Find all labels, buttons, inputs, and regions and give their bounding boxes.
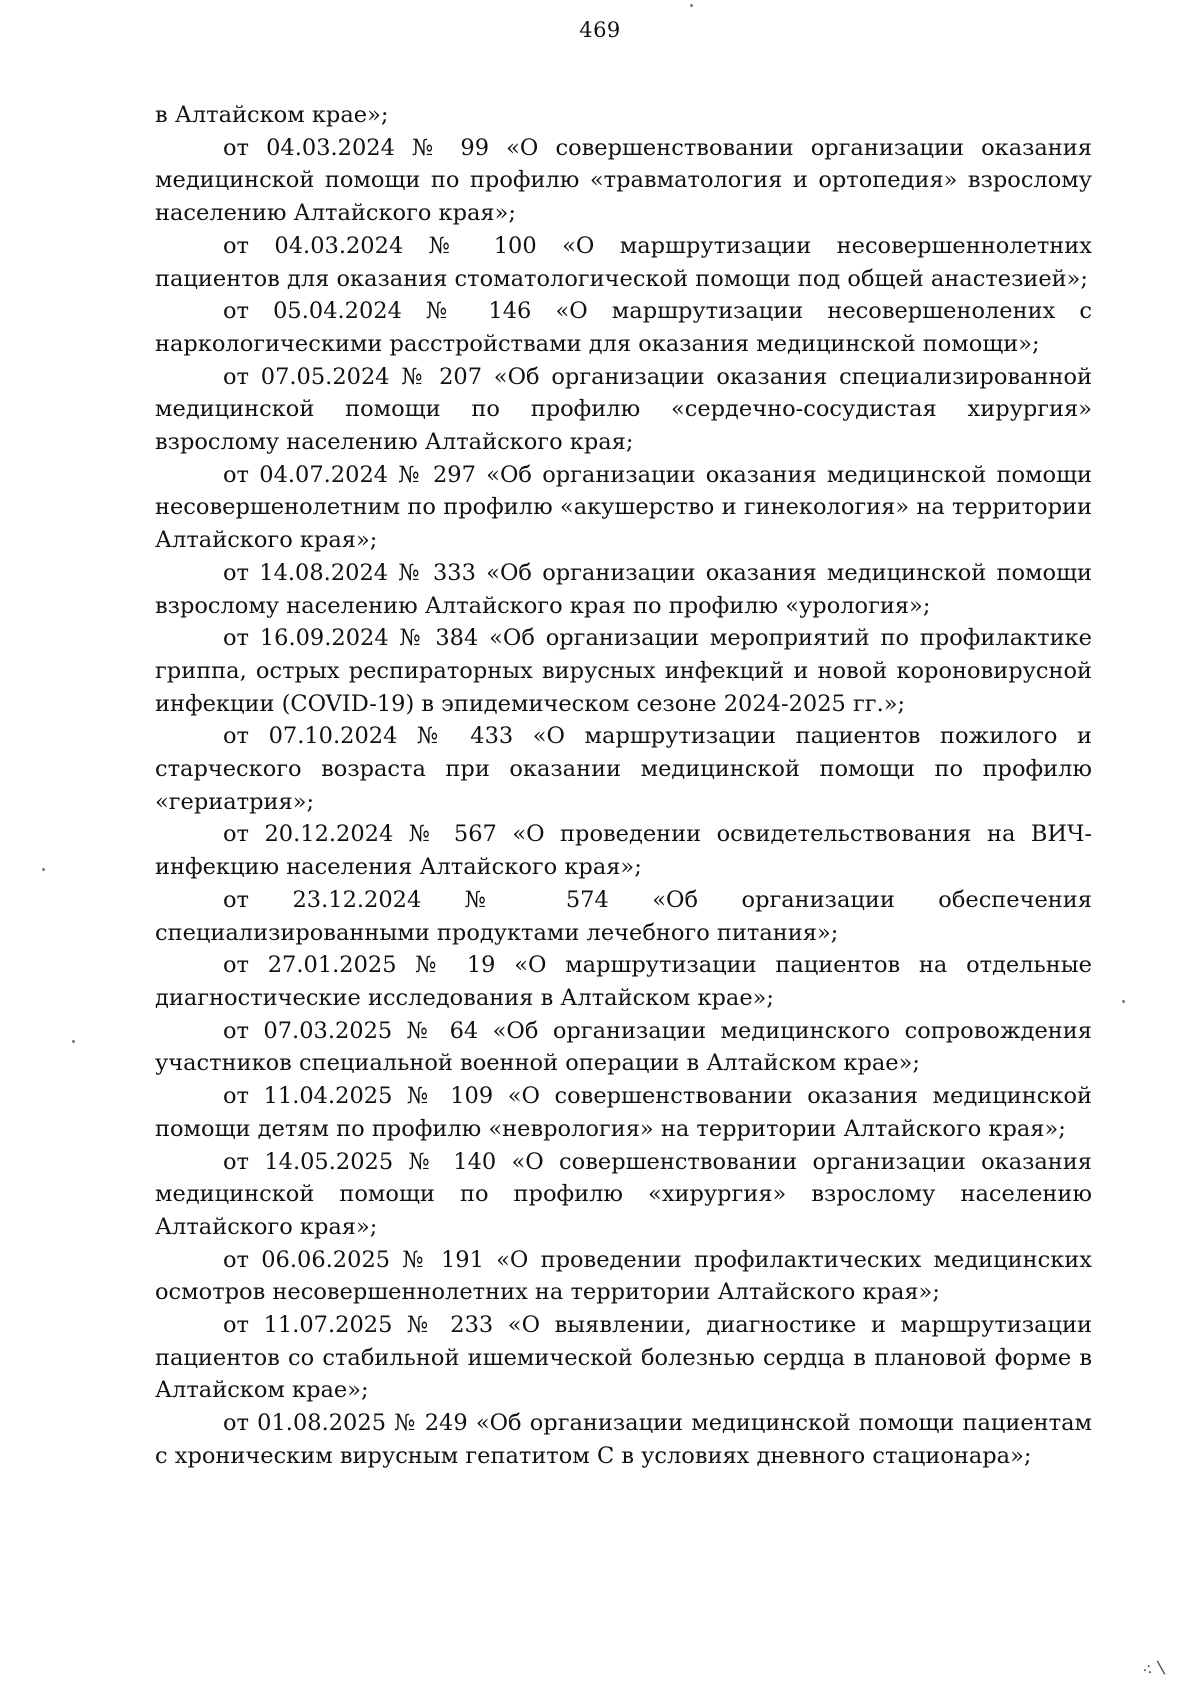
- scan-speck: [72, 1040, 75, 1043]
- paragraph-order-99: от 04.03.2024 № 99 «О совершенствовании организации оказания медицинской помощи по профилю «травматология и ортопедия» взрослому населению Алтайского края»;: [155, 134, 1092, 227]
- scan-speck: [690, 4, 693, 7]
- paragraph-order-207: от 07.05.2024 № 207 «Об организации оказания специализированной медицинской помощи по профилю «сердечно-сосудистая хирургия» взрослому населению Алтайского края;: [155, 363, 1092, 456]
- paragraph-order-100: от 04.03.2024 № 100 «О маршрутизации несовершеннолетних пациентов для оказания стоматологической помощи под общей анастезией»;: [155, 232, 1092, 292]
- paragraph-order-249: от 01.08.2025 № 249 «Об организации медицинской помощи пациентам с хроническим вирусным гепатитом С в условиях дневного стационара»;: [155, 1410, 1092, 1469]
- paragraph-order-384: от 16.09.2024 № 384 «Об организации мероприятий по профилактике гриппа, острых респираторных вирусных инфекций и новой короновирусной инфекции (COVID-19) в эпидемическом сезоне 2024-2025 гг.»;: [155, 625, 1092, 717]
- page-number: 469: [579, 18, 621, 42]
- paragraph-order-109: от 11.04.2025 № 109 «О совершенствовании оказания медицинской помощи детям по профилю «неврология» на территории Алтайского края»;: [155, 1083, 1092, 1142]
- paragraph-order-140: от 14.05.2025 № 140 «О совершенствовании организации оказания медицинской помощи по профилю «хирургия» взрослому населению Алтайского края»;: [155, 1148, 1092, 1240]
- document-body: [155, 99, 1092, 1473]
- paragraph-order-574: от 23.12.2024 № 574 «Об организации обеспечения специализированными продуктами лечебного питания»;: [155, 886, 1092, 946]
- paragraph-order-19: от 27.01.2025 № 19 «О маршрутизации пациентов на отдельные диагностические исследования в Алтайском крае»;: [155, 952, 1092, 1011]
- scan-corner-mark-icon: ⁖ \: [1139, 1656, 1166, 1683]
- scan-speck: [42, 868, 45, 871]
- paragraph-order-297: от 04.07.2024 № 297 «Об организации оказания медицинской помощи несовершенолетним по профилю «акушерство и гинекология» на территории Алтайского края»;: [155, 461, 1092, 554]
- paragraph-order-191: от 06.06.2025 № 191 «О проведении профилактических медицинских осмотров несовершеннолетних на территории Алтайского края»;: [155, 1246, 1092, 1306]
- paragraph-order-146: от 05.04.2024 № 146 «О маршрутизации несовершенолених с наркологическими расстройствами для оказания медицинской помощи»;: [155, 298, 1092, 357]
- paragraph-continuation: в Алтайском крае»;: [155, 102, 389, 128]
- paragraph-order-567: от 20.12.2024 № 567 «О проведении освидетельствования на ВИЧ-инфекцию населения Алтайского края»;: [155, 821, 1092, 881]
- paragraph-order-233: от 11.07.2025 № 233 «О выявлении, диагностике и маршрутизации пациентов со стабильной ишемической болезнью сердца в плановой форме в Алтайском крае»;: [155, 1312, 1092, 1404]
- paragraph-order-333: от 14.08.2024 № 333 «Об организации оказания медицинской помощи взрослому населению Алтайского края по профилю «урология»;: [155, 559, 1092, 619]
- paragraph-order-64: от 07.03.2025 № 64 «Об организации медицинского сопровождения участников специальной военной операции в Алтайском крае»;: [155, 1017, 1092, 1077]
- scan-speck: [1122, 1000, 1125, 1003]
- paragraph-order-433: от 07.10.2024 № 433 «О маршрутизации пациентов пожилого и старческого возраста при оказании медицинской помощи по профилю «гериатрия»;: [155, 723, 1092, 815]
